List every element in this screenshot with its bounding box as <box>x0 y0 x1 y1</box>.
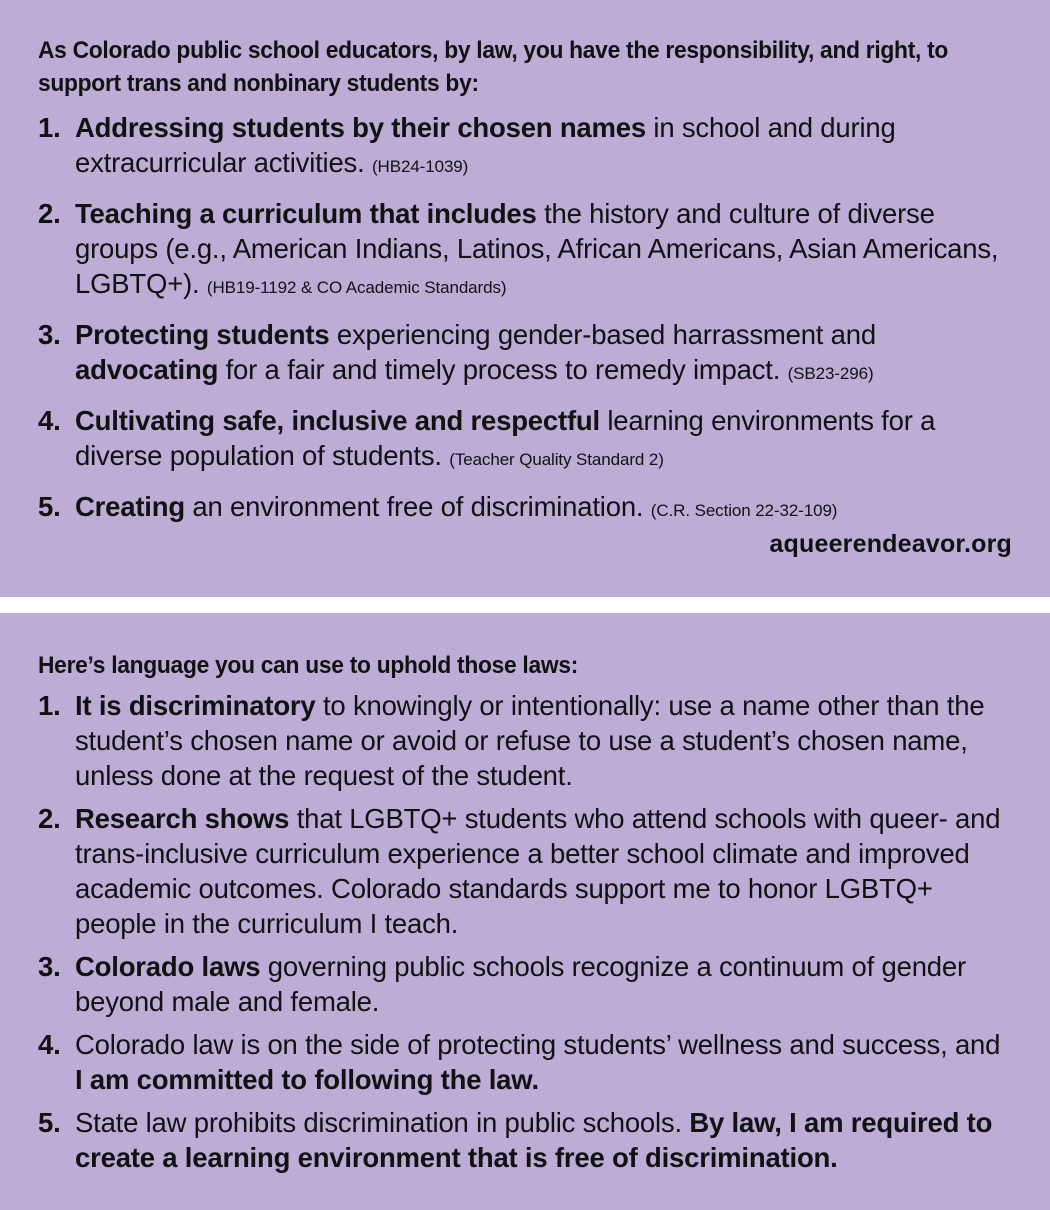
item-number: 5. <box>38 1107 61 1138</box>
item-citation: (Teacher Quality Standard 2) <box>449 450 664 469</box>
list-item <box>38 949 1012 1019</box>
item-number: 3. <box>38 319 61 350</box>
item-bold-text: Teaching a curriculum that includes <box>75 198 537 229</box>
item-citation: (C.R. Section 22-32-109) <box>650 501 838 520</box>
item-citation: (HB24-1039) <box>371 157 469 176</box>
language-card <box>0 613 1050 1210</box>
item-number: 3. <box>38 951 61 982</box>
list-item <box>38 196 1012 305</box>
item-bold-text: Protecting students <box>75 319 330 350</box>
list-item <box>38 403 1012 477</box>
list-item <box>38 1105 1012 1175</box>
laws-heading: As Colorado public school educators, by law, you have the responsibility, and right, to support trans and nonbinary students by: <box>38 37 949 97</box>
website-url: aqueerendeavor.org <box>769 530 1012 558</box>
item-lead-text: Colorado law is on the side of protecting students’ wellness and success, and <box>75 1029 1001 1060</box>
list-item <box>38 317 1012 391</box>
item-number: 2. <box>38 803 61 834</box>
item-text: governing public schools recognize a continuum of gender beyond male and female. <box>75 951 966 1017</box>
list-item <box>38 110 1012 184</box>
item-number: 2. <box>38 198 61 229</box>
item-number: 5. <box>38 491 61 522</box>
item-text: that LGBTQ+ students who attend schools with queer- and trans-inclusive curriculum experience a better school climate and improved academic outcomes. Colorado standards support me to honor LGBTQ+ people in the curriculum I teach. <box>75 803 1001 939</box>
list-item <box>38 801 1012 941</box>
item-bold-text: Cultivating safe, inclusive and respectful <box>75 405 600 436</box>
item-bold-text-2: advocating <box>75 354 219 385</box>
language-list <box>38 688 1012 1175</box>
item-text: learning environments for a diverse population of students. <box>75 405 936 471</box>
item-lead-text: State law prohibits discrimination in public schools. <box>75 1107 690 1138</box>
item-text: an environment free of discrimination. <box>184 491 651 522</box>
item-bold-text: It is discriminatory <box>75 690 316 721</box>
language-heading: Here’s language you can use to uphold those laws: <box>38 652 579 679</box>
list-item <box>38 489 1012 528</box>
laws-card <box>0 0 1050 597</box>
item-text: to knowingly or intentionally: use a name other than the student’s chosen name or avoid or refuse to use a student’s chosen name, unless done at the request of the student. <box>75 690 985 791</box>
item-bold-text: By law, I am required to create a learning environment that is free of discrimination. <box>75 1107 993 1173</box>
item-bold-text: I am committed to following the law. <box>75 1064 539 1095</box>
item-number: 1. <box>38 690 61 721</box>
item-citation: (HB19-1192 & CO Academic Standards) <box>206 278 507 297</box>
item-text-2: for a fair and timely process to remedy impact. <box>218 354 788 385</box>
item-text: the history and culture of diverse groups (e.g., American Indians, Latinos, African Americans, Asian Americans, LGBTQ+). <box>75 198 999 299</box>
item-bold-text: Creating <box>75 491 185 522</box>
item-bold-text: Research shows <box>75 803 290 834</box>
item-bold-text: Addressing students by their chosen names <box>75 112 646 143</box>
item-citation: (SB23-296) <box>787 364 874 383</box>
item-number: 4. <box>38 405 61 436</box>
item-bold-text: Colorado laws <box>75 951 261 982</box>
item-text: in school and during extracurricular activities. <box>75 112 896 178</box>
item-text: experiencing gender-based harrassment and <box>329 319 876 350</box>
laws-list <box>38 110 1012 528</box>
item-number: 1. <box>38 112 61 143</box>
list-item <box>38 688 1012 793</box>
list-item <box>38 1027 1012 1097</box>
item-number: 4. <box>38 1029 61 1060</box>
